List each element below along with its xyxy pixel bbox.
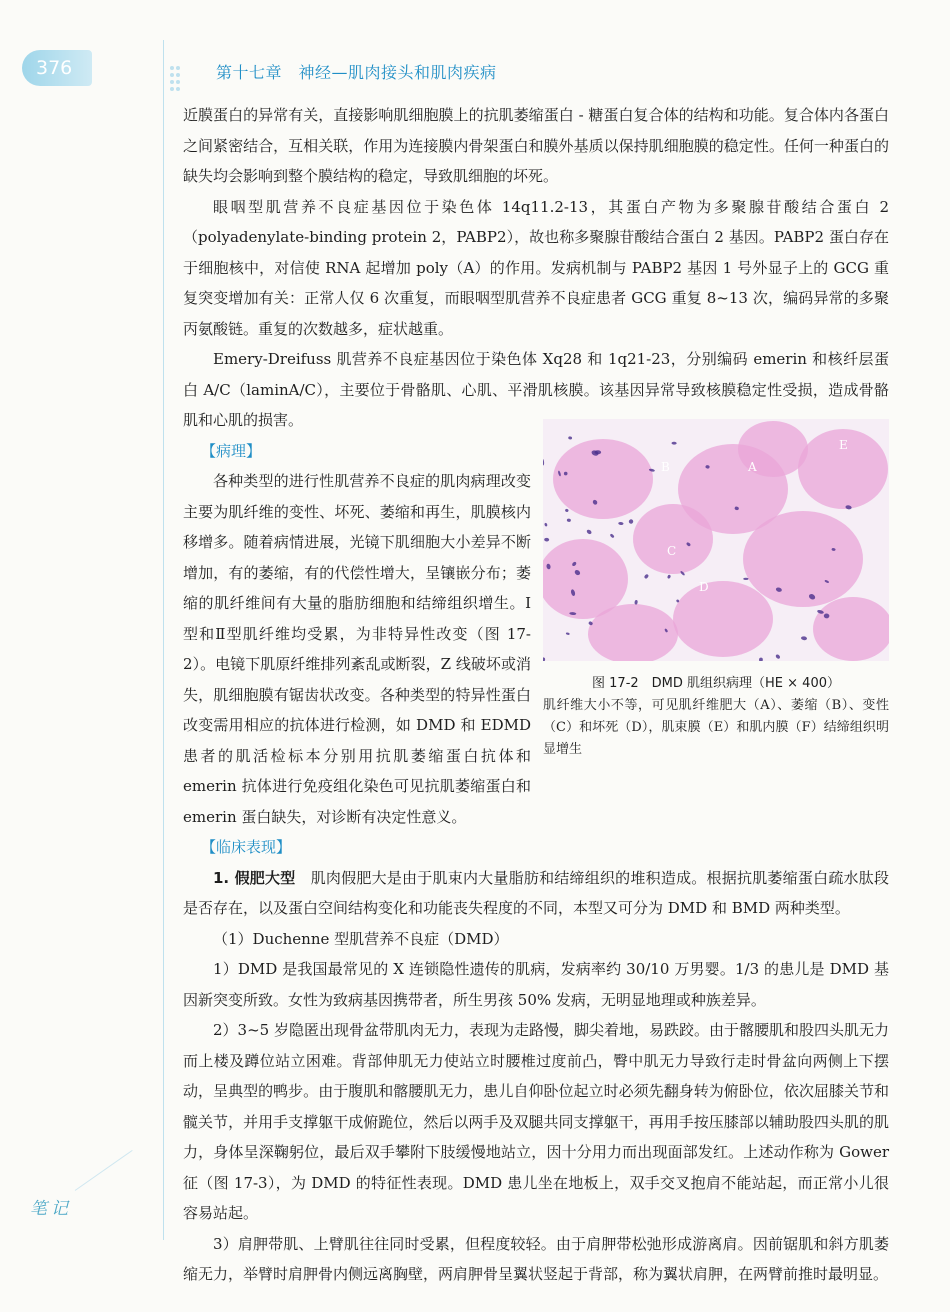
notes-divider [75,1150,133,1191]
page-number: 376 [36,57,73,79]
section-heading-pathology: 【病理】 [201,441,262,460]
margin-divider [163,40,164,1240]
muscle-fiber [673,581,773,657]
paragraph-pseudohypertrophic [183,863,889,924]
muscle-fiber [633,504,713,574]
paragraph-point-2: 2）3~5 岁隐匿出现骨盆带肌肉无力，表现为走路慢，脚尖着地，易跌跤。由于髂腰肌和股四头肌无力而上楼及蹲位站立困难。背部伸肌无力使站立时腰椎过度前凸，臀中肌无力导致行走时骨盆向两侧上下摆动，呈典型的鸭步。由于腹肌和髂腰肌无力，患儿自仰卧位起立时必须先翻身转为俯卧位，依次屈膝关节和髋关节，并用手支撑躯干成俯跪位，然后以两手及双腿共同支撑躯干，再用手按压膝部以辅助股四头肌的肌力，身体呈深鞠躬位，最后双手攀附下肢缓慢地站立，因十分用力而出现面部发红。上述动作称为 Gower 征（图 17-3），为 DMD 的特征性表现。DMD 患儿坐在地板上，双手交叉抱肩不能站起，而正常小儿很容易站起。 [183,1021,889,1222]
paragraph-point-3: 3）肩胛带肌、上臂肌往往同时受累，但程度较轻。由于肩胛带松弛形成游离肩。因前锯肌和斜方肌萎缩无力，举臂时肩胛骨内侧远离胸壁，两肩胛骨呈翼状竖起于背部，称为翼状肩胛，在两臂前推时最明显。 [183,1234,889,1283]
paragraph-oculopharyngeal: 眼咽型肌营养不良症基因位于染色体 14q11.2-13，其蛋白产物为多聚腺苷酸结合蛋白 2（polyadenylate-binding protein 2，PABP2），故也称多聚腺苷酸结合蛋白 2 基因。PABP2 蛋白存在于细胞核中，对信使 RNA 起增加 poly（A）的作用。发病机制与 PABP2 基因 1 号外显子上的 GCG 重复突变增加有关：正常人仅 6 次重复，而眼咽型肌营养不良症患者 GCG 重复 8~13 次，编码异常的多聚丙氨酸链。重复的次数越多，症状越重。 [183,197,889,338]
item-lead: 1. 假肥大型 [213,868,296,887]
paragraph-point-1: 1）DMD 是我国最常见的 X 连锁隐性遗传的肌病，发病率约 30/10 万男婴。1/3 的患儿是 DMD 基因新突变所致。女性为致病基因携带者，所生男孩 50% 发病，无明显地理或种族差异。 [183,960,889,1009]
muscle-fiber [553,439,653,519]
figure-caption-body: 肌纤维大小不等，可见肌纤维肥大（A）、萎缩（B）、变性（C）和坏死（D），肌束膜（E）和肌内膜（F）结缔组织明显增生 [543,698,889,757]
section-heading-clinical: 【临床表现】 [201,838,292,856]
muscle-fiber [743,511,863,607]
subheading-dmd: （1）Duchenne 型肌营养不良症（DMD） [213,929,509,948]
figure-label-B: B [661,460,670,474]
figure-label-E: E [839,438,848,452]
paragraph-emery-dreifuss: Emery-Dreifuss 肌营养不良症基因位于染色体 Xq28 和 1q21-23，分别编码 emerin 和核纤层蛋白 A/C（laminA/C），主要位于骨骼肌、心肌、平滑肌核膜。该基因异常导致核膜稳定性受损，造成骨骼肌和心肌的损害。 [183,350,889,429]
cell-nucleus [743,578,748,580]
paragraph-pathology: 各种类型的进行性肌营养不良症的肌肉病理改变主要为肌纤维的变性、坏死、萎缩和再生，肌膜核内移增多。随着病情进展，光镜下肌细胞大小差异不断增加，有的萎缩，有的代偿性增大，呈镶嵌分布；萎缩的肌纤维间有大量的脂肪细胞和结缔组织增生。Ⅰ型和Ⅱ型肌纤维均受累，为非特异性改变（图 17-2）。电镜下肌原纤维排列紊乱或断裂，Z 线破坏或消失，肌细胞膜有锯齿状改变。各种类型的特异性蛋白改变需用相应的抗体进行检测，如 DMD 和 EDMD 患者的肌活检标本分别用抗肌萎缩蛋白抗体和 emerin 抗体进行免疫组化染色可见抗肌萎缩蛋白和 emerin 蛋白缺失，对诊断有决定性意义。 [183,472,531,826]
figure-label-C: C [667,544,677,558]
header-decoration-icon [168,64,182,94]
item-text: 肌肉假肥大是由于肌束内大量脂肪和结缔组织的堆积造成。根据抗肌萎缩蛋白疏水肽段是否存在，以及蛋白空间结构变化和功能丧失程度的不同，本型又可分为 DMD 和 BMD 两种类型。 [183,868,889,917]
figure-label-D: D [699,580,709,594]
figure-label-A: A [748,460,757,474]
chapter-title: 第十七章 神经—肌肉接头和肌肉疾病 [216,63,497,82]
page-number-badge [22,50,92,86]
histology-micrograph [543,419,889,661]
figure-caption-title: 图 17-2 DMD 肌组织病理（HE × 400） [592,676,840,691]
figure-17-2 [543,419,889,761]
paragraph-continuation: 近膜蛋白的异常有关，直接影响肌细胞膜上的抗肌萎缩蛋白 - 糖蛋白复合体的结构和功能。复合体内各蛋白之间紧密结合，互相关联，作用为连接膜内骨架蛋白和膜外基质以保持肌细胞膜的稳定性。任何一种蛋白的缺失均会影响到整个膜结构的稳定，导致肌细胞的坏死。 [183,106,889,185]
notes-label: 笔记 [30,1199,72,1219]
